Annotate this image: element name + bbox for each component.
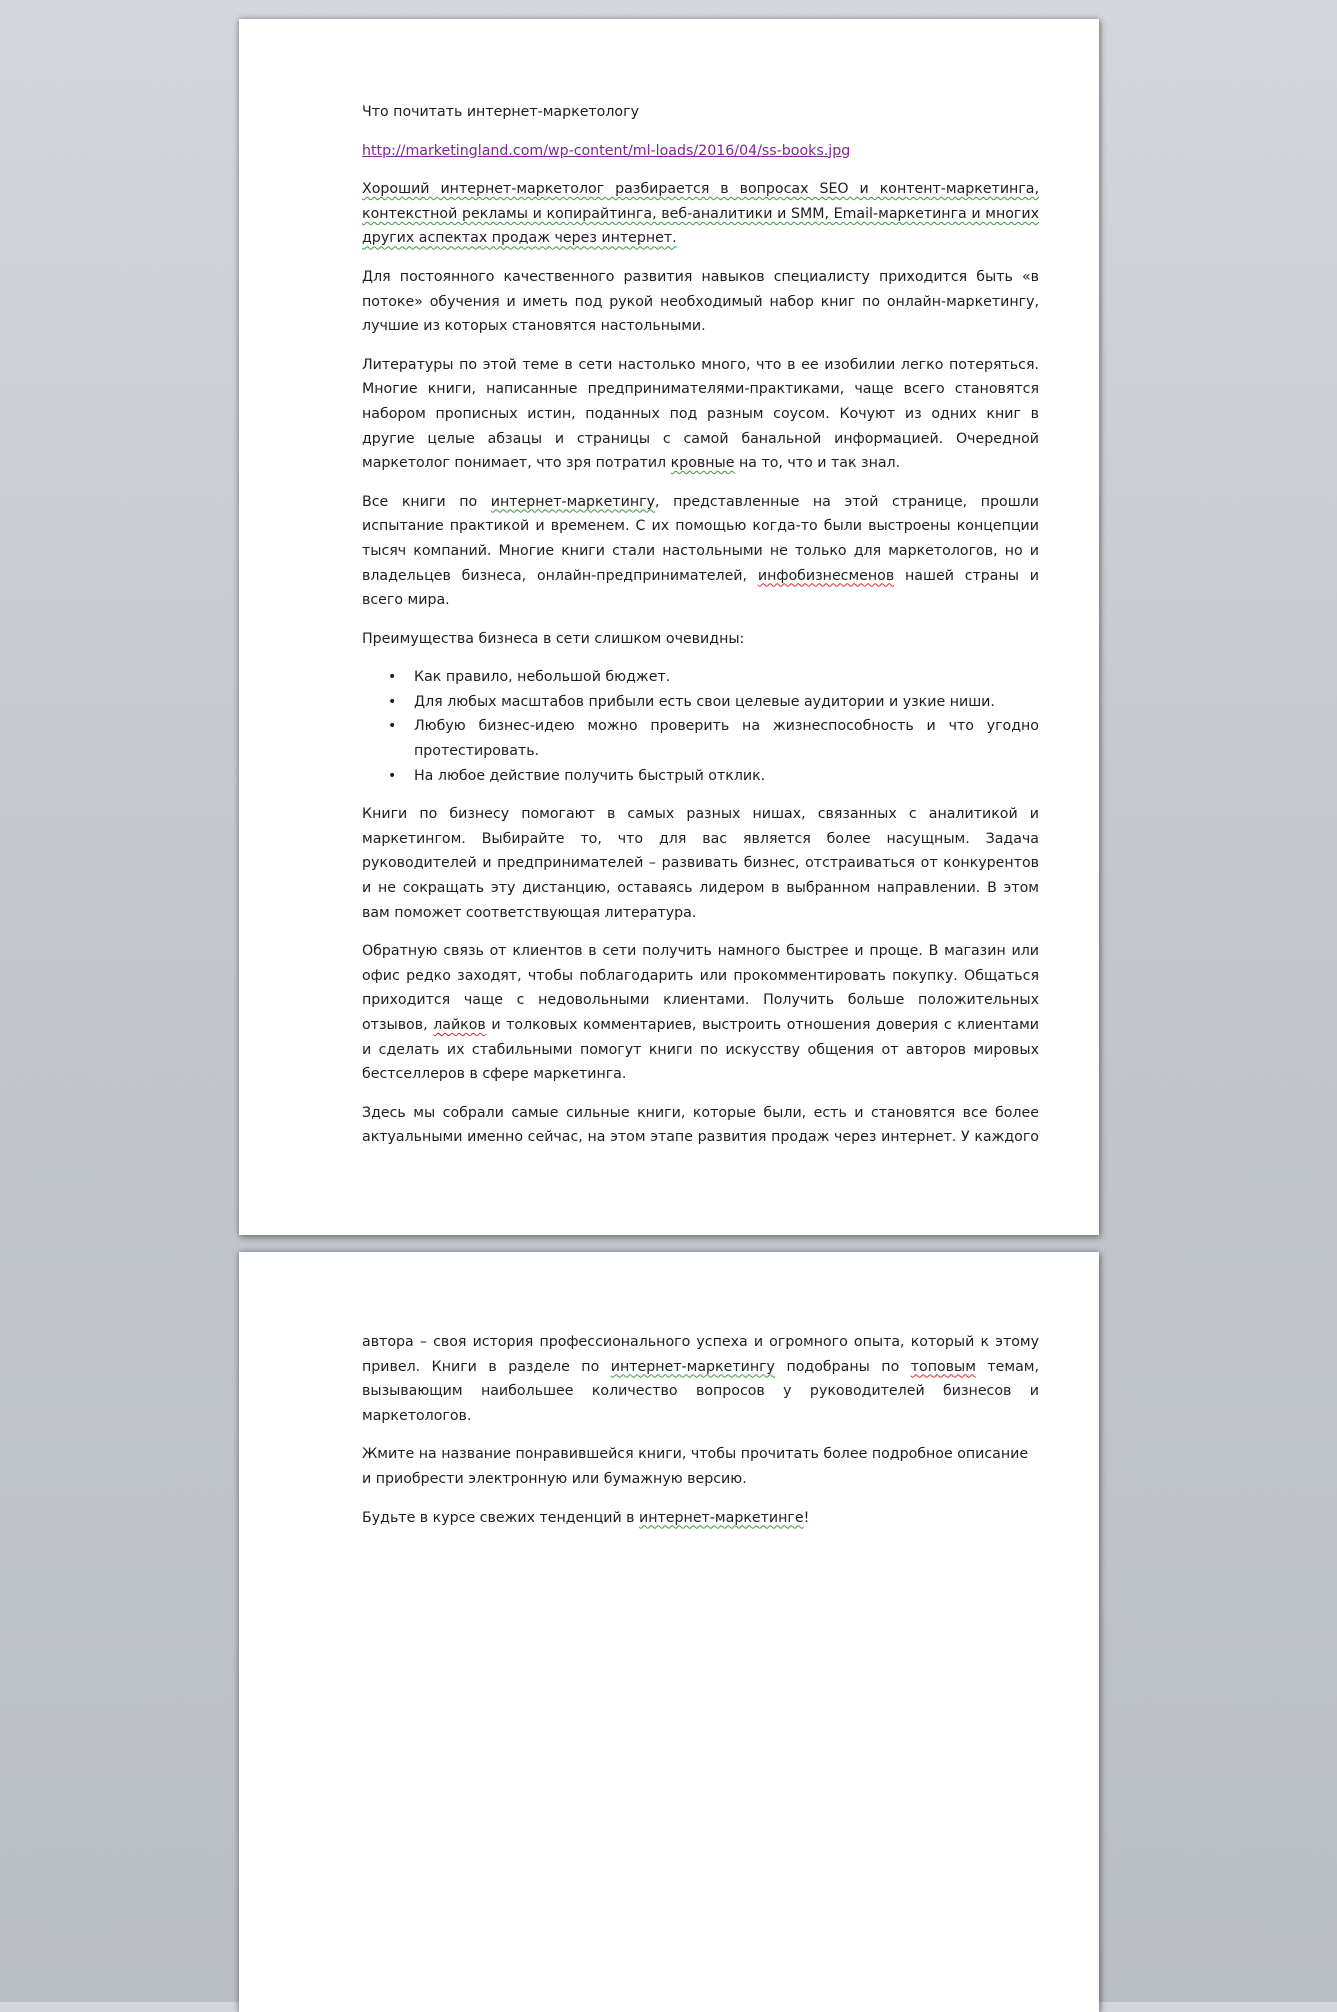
document-page-2 <box>239 1252 1099 2012</box>
paragraph-click-title <box>362 1442 1039 1491</box>
list-item <box>362 690 1039 715</box>
term-internet-marketing: интернет-маркетингу <box>610 1358 775 1375</box>
image-link[interactable]: http://marketingland.com/wp-content/ml-loads/2016/04/ss-books.jpg <box>362 142 851 159</box>
bullet-icon: • <box>388 693 397 710</box>
list-item <box>362 665 1039 690</box>
page-2-body <box>362 1330 1039 1544</box>
list-item-text: Для любых масштабов прибыли есть свои целевые аудитории и узкие ниши. <box>414 693 995 710</box>
paragraph-literature-end: на то, что и так знал. <box>734 455 901 472</box>
paragraph-click-title-text: Жмите на название понравившейся книги, чтобы прочитать более подробное описание и приобрести электронную или бумажную версию. <box>362 1446 1029 1487</box>
paragraph-all-books-middle: , представленные на этой странице, прошли испытание практикой и временем. С их помощью когда-то были выстроены концепции тысяч компаний. Многие книги стали настольными не только для маркетологов, но и владельцев бизнеса, онлайн-предпринимателей, <box>362 493 1039 584</box>
paragraph-author <box>362 1330 1039 1428</box>
paragraph-all-books-end: нашей страны и всего мира. <box>362 567 1039 609</box>
word-topovym: топовым <box>910 1358 976 1375</box>
paragraph-stay-tuned <box>362 1506 1039 1531</box>
document-title <box>362 100 1039 125</box>
document-page-1 <box>239 19 1099 1235</box>
bullet-icon: • <box>388 767 397 784</box>
list-item <box>362 764 1039 789</box>
term-internet-marketing: интернет-маркетинге <box>639 1509 804 1526</box>
paragraph-advantages <box>362 627 1039 652</box>
paragraph-development <box>362 265 1039 339</box>
list-item-text: На любое действие получить быстрый отклик. <box>414 767 766 784</box>
list-item <box>362 714 1039 763</box>
paragraph-business-books <box>362 802 1039 925</box>
term-internet-marketing: интернет-маркетингу <box>490 493 655 510</box>
word-laikov: лайков <box>433 1017 486 1033</box>
paragraph-feedback-start: Обратную связь от клиентов в сети получить намного быстрее и проще. В магазин или офис редко заходят, чтобы поблагодарить или прокомментировать покупку. Общаться приходится чаще с недовольными клиентами. Получить больше положительных отзывов, <box>362 943 1039 1033</box>
image-link-paragraph <box>362 139 1039 164</box>
paragraph-literature-text: Литературы по этой теме в сети настолько много, что в ее изобилии легко потеряться. Многие книги, написанные предпринимателями-практиками, чаще всего становятся набором прописных истин, поданных под разным соусом. Кочуют из одних книг в другие целые абзацы и страницы с самой банальной информацией. Очередной маркетолог понимает, что зря потратил <box>362 356 1039 472</box>
paragraph-all-books <box>362 490 1039 613</box>
paragraph-feedback-end: и толковых комментариев, выстроить отношения доверия с клиентами и сделать их стабильными помогут книги по искусству общения от авторов мировых бестселлеров в сфере маркетинга. <box>362 1017 1039 1083</box>
list-item-text: Любую бизнес-идею можно проверить на жизнеспособность и что угодно протестировать. <box>414 718 1039 760</box>
paragraph-collected <box>362 1101 1039 1150</box>
bullet-icon: • <box>388 718 397 735</box>
paragraph-development-text: Для постоянного качественного развития навыков специалисту приходится быть «в потоке» обучения и иметь под рукой необходимый набор книг по онлайн-маркетингу, лучшие из которых становятся настольными. <box>362 268 1039 335</box>
bullet-icon: • <box>388 669 397 686</box>
word-infobiznesmeny: инфобизнесменов <box>757 567 895 584</box>
page-1-body <box>362 100 1039 1164</box>
advantages-list <box>362 665 1039 788</box>
paragraph-intro <box>362 177 1039 251</box>
paragraph-business-books-text: Книги по бизнесу помогают в самых разных нишах, связанных с аналитикой и маркетингом. Выбирайте то, что для вас является более насущным. Задача руководителей и предпринимателей – развивать бизнес, отстраиваться от конкурентов и не сокращать эту дистанцию, оставаясь лидером в выбранном направлении. В этом вам поможет соответствующая литература. <box>362 806 1039 921</box>
paragraph-author-end: темам, вызывающим наибольшее количество вопросов у руководителей бизнесов и маркетологов. <box>362 1358 1040 1424</box>
paragraph-collected-text: Здесь мы собрали самые сильные книги, которые были, есть и становятся все более актуальными именно сейчас, на этом этапе развития продаж через интернет. У каждого <box>362 1104 1039 1146</box>
paragraph-feedback <box>362 939 1039 1087</box>
list-item-text: Как правило, небольшой бюджет. <box>414 669 671 686</box>
word-krovnye: кровные <box>670 455 735 472</box>
paragraph-stay-tuned-end: ! <box>803 1509 810 1526</box>
paragraph-stay-tuned-start: Будьте в курсе свежих тенденций в <box>362 1509 640 1526</box>
paragraph-all-books-start: Все книги по <box>362 493 491 510</box>
paragraph-author-start: автора – своя история профессионального успеха и огромного опыта, который к этому привел. Книги в разделе по <box>362 1334 1039 1375</box>
paragraph-advantages-text: Преимущества бизнеса в сети слишком очевидны: <box>362 630 745 647</box>
document-title-text: Что почитать интернет-маркетологу <box>362 104 639 120</box>
paragraph-literature <box>362 353 1039 476</box>
paragraph-intro-text: Хороший интернет-маркетолог разбирается в вопросах SEO и контент-маркетинга, контекстной рекламы и копирайтинга, веб-аналитики и SMM, Email-маркетинга и многих других аспектах продаж через интернет. <box>362 181 1039 247</box>
paragraph-author-middle: подобраны по <box>774 1358 911 1375</box>
